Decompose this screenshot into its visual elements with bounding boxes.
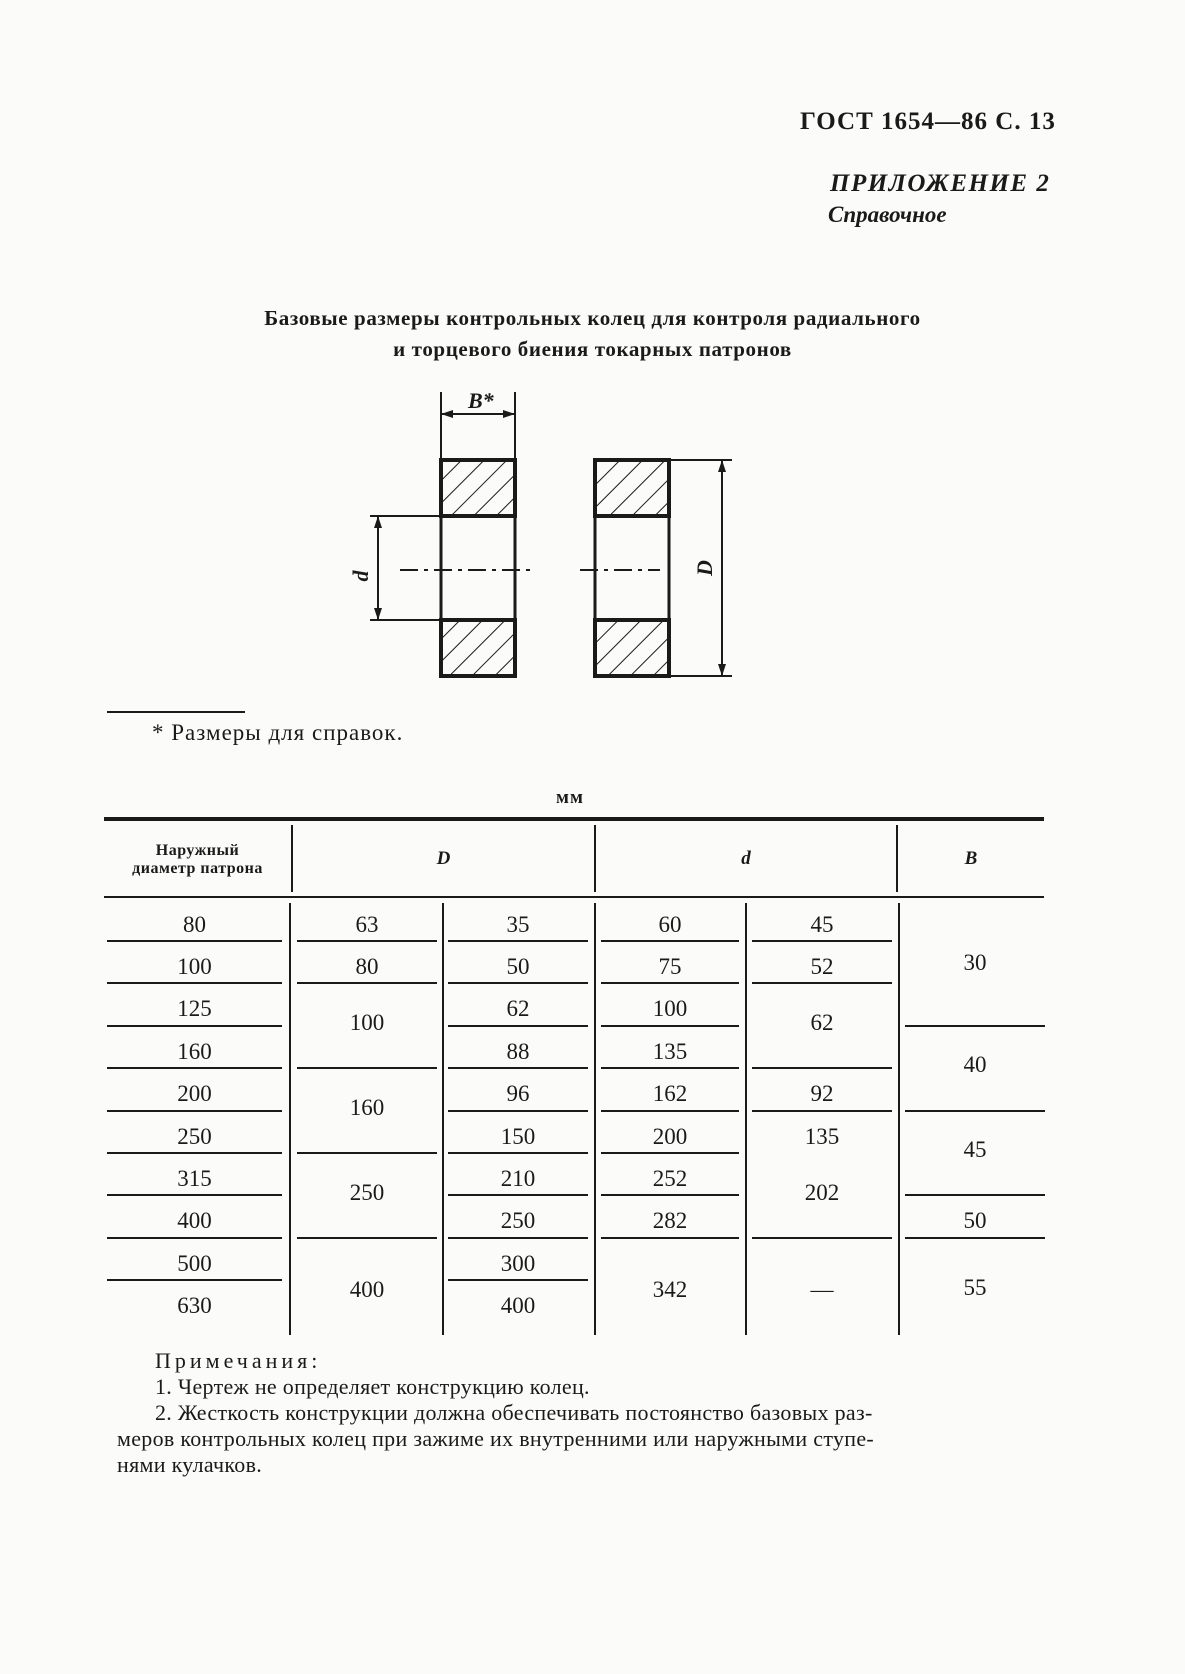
cell-outer: 400: [177, 1208, 212, 1233]
table-unit: мм: [556, 787, 584, 808]
cell-D2: 150: [500, 1124, 536, 1149]
cell-d1: 100: [652, 996, 688, 1021]
cell-d2: 135: [804, 1124, 840, 1149]
cell-B: 50: [963, 1208, 987, 1233]
cell-outer: 200: [177, 1081, 212, 1106]
note-2-line-3: нями кулачков.: [117, 1452, 263, 1477]
cell-outer: 250: [177, 1124, 212, 1149]
cell-outer: 160: [177, 1039, 212, 1064]
cell-D2: 210: [500, 1166, 536, 1191]
cell-D1: 80: [355, 954, 379, 979]
cell-outer: 80: [183, 912, 206, 937]
note-1: 1. Чертеж не определяет конструкцию колец.: [155, 1374, 590, 1399]
cell-d2: 92: [810, 1081, 834, 1106]
document-reference: ГОСТ 1654—86 С. 13: [800, 108, 1056, 135]
cell-B: 45: [963, 1137, 987, 1162]
cell-d2: 202: [804, 1180, 840, 1205]
cell-d1: 135: [652, 1039, 688, 1064]
cell-D2: 62: [506, 996, 530, 1021]
col-header-d: d: [741, 848, 751, 869]
cell-outer: 500: [177, 1251, 212, 1276]
cell-outer: 315: [177, 1166, 212, 1191]
cell-D1: 63: [355, 912, 379, 937]
cell-D2: 50: [506, 954, 530, 979]
cell-D2: 35: [506, 912, 530, 937]
table-header-rule: [104, 896, 1044, 898]
footnote: * Размеры для справок.: [152, 720, 404, 745]
cell-D2: 300: [500, 1251, 536, 1276]
cell-d1: 342: [652, 1277, 688, 1302]
cell-outer: 630: [177, 1293, 212, 1318]
cell-D2: 250: [500, 1208, 536, 1233]
cell-d1: 75: [658, 954, 682, 979]
cell-d1: 162: [652, 1081, 688, 1106]
notes: [117, 1348, 1047, 1478]
col-header-outer-diameter: [104, 842, 291, 878]
note-2-line-1: 2. Жесткость конструкции должна обеспечивать постоянство базовых раз-: [155, 1400, 873, 1425]
cell-d2: 62: [810, 1010, 834, 1035]
label-D: D: [692, 560, 717, 576]
cell-B: 55: [963, 1275, 987, 1300]
appendix-status: Справочное: [828, 202, 947, 227]
cell-d1: 252: [652, 1166, 688, 1191]
cell-D1: 250: [349, 1180, 385, 1205]
cell-d1: 60: [658, 912, 682, 937]
cell-d1: 200: [652, 1124, 688, 1149]
appendix-label: ПРИЛОЖЕНИЕ 2: [830, 170, 1051, 197]
cell-d2: 45: [810, 912, 834, 937]
cell-B: 40: [963, 1052, 987, 1077]
cell-B: 30: [963, 950, 987, 975]
title-line-1: Базовые размеры контрольных колец для контроля радиального: [264, 306, 921, 330]
col-header-B: B: [964, 848, 978, 869]
cell-D2: 88: [506, 1039, 530, 1064]
col-header-D: D: [436, 848, 451, 869]
table-top-rule: [104, 817, 1044, 821]
cell-outer: 125: [177, 996, 212, 1021]
col-header-outer-line1: Наружный: [155, 842, 240, 859]
cell-D1: 100: [349, 1010, 385, 1035]
note-2-line-2: меров контрольных колец при зажиме их внутренними или наружными ступе-: [117, 1426, 875, 1451]
col-header-outer-line2: диаметр патрона: [132, 860, 263, 877]
cell-outer: 100: [177, 954, 212, 979]
cell-d1: 282: [652, 1208, 688, 1233]
cell-D2: 96: [506, 1081, 530, 1106]
cell-D2: 400: [500, 1293, 536, 1318]
label-d: d: [348, 570, 373, 582]
label-B: B*: [468, 388, 494, 413]
cell-d2: 52: [810, 954, 834, 979]
title-line-2: и торцевого биения токарных патронов: [393, 337, 792, 361]
cell-d2: —: [810, 1277, 834, 1302]
cell-D1: 400: [349, 1277, 385, 1302]
cell-D1: 160: [349, 1095, 385, 1120]
notes-heading: Примечания:: [155, 1348, 322, 1373]
